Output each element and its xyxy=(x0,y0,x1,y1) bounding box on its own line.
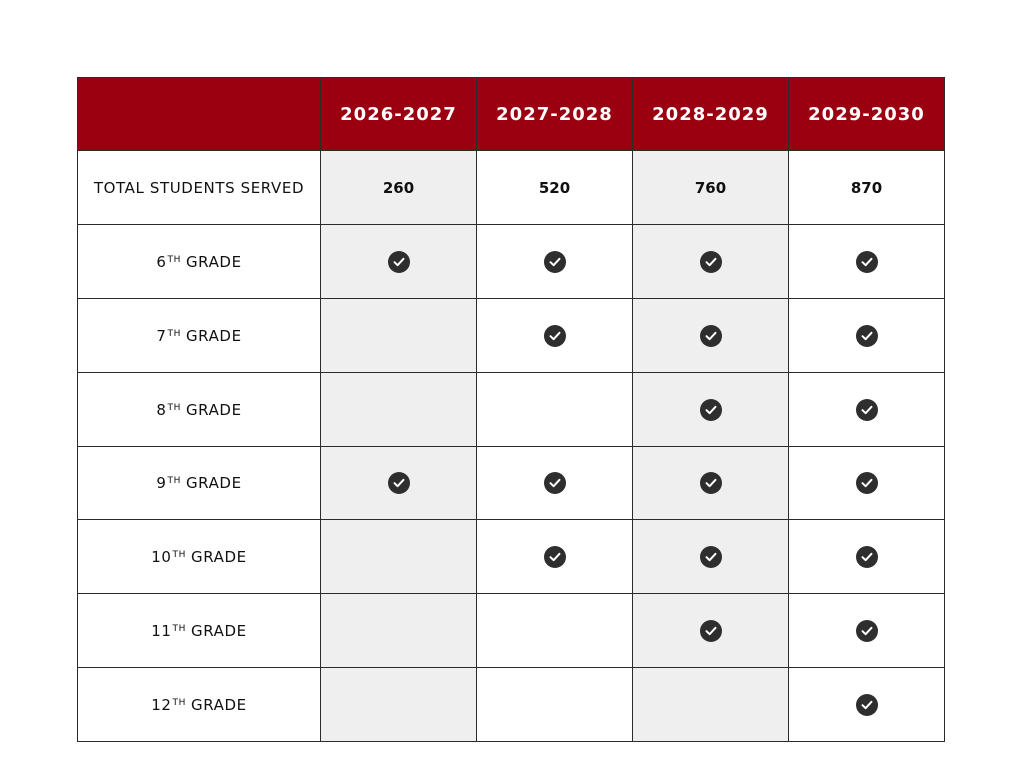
grade-year-cell xyxy=(477,373,633,447)
grade-word: GRADE xyxy=(191,695,247,714)
check-circle-icon xyxy=(700,472,722,494)
grade-word: GRADE xyxy=(191,621,247,640)
grade-number: 12 xyxy=(151,695,172,714)
total-value-4: 870 xyxy=(789,151,945,225)
grade-ordinal-suffix: TH xyxy=(167,328,181,339)
total-value-2: 520 xyxy=(477,151,633,225)
grade-word: GRADE xyxy=(185,252,242,271)
check-circle-icon xyxy=(700,546,722,568)
grade-year-cell xyxy=(321,299,477,373)
grade-number: 6 xyxy=(156,252,167,271)
grade-year-cell xyxy=(321,520,477,594)
grade-ordinal-suffix: TH xyxy=(167,476,181,486)
grade-label xyxy=(77,668,321,742)
check-circle-icon xyxy=(544,325,566,347)
header-year-2: 2027-2028 xyxy=(477,77,633,151)
grade-year-cell xyxy=(321,373,477,447)
check-circle-icon xyxy=(700,251,722,273)
header-year-3: 2028-2029 xyxy=(633,77,789,151)
grade-label xyxy=(77,447,321,520)
grade-year-cell xyxy=(789,373,945,447)
grade-label xyxy=(77,225,321,299)
check-circle-icon xyxy=(700,399,722,421)
check-circle-icon xyxy=(388,251,410,273)
grade-number: 8 xyxy=(156,400,167,419)
grade-year-cell xyxy=(633,299,789,373)
grade-number: 10 xyxy=(151,547,172,566)
grade-year-cell xyxy=(477,225,633,299)
grade-year-cell xyxy=(789,225,945,299)
grade-year-cell xyxy=(321,447,477,520)
grade-number: 9 xyxy=(156,474,167,492)
check-circle-icon xyxy=(700,325,722,347)
grade-word: GRADE xyxy=(185,474,242,492)
grade-word: GRADE xyxy=(185,400,242,419)
header-year-4: 2029-2030 xyxy=(789,77,945,151)
grade-label xyxy=(77,594,321,668)
grade-label xyxy=(77,520,321,594)
check-circle-icon xyxy=(388,472,410,494)
enrollment-table xyxy=(77,77,945,741)
grade-year-cell xyxy=(789,594,945,668)
grade-year-cell xyxy=(789,447,945,520)
grade-label xyxy=(77,299,321,373)
grade-year-cell xyxy=(321,668,477,742)
grade-year-cell xyxy=(477,594,633,668)
grade-year-cell xyxy=(477,299,633,373)
grade-year-cell xyxy=(633,447,789,520)
check-circle-icon xyxy=(544,546,566,568)
grade-word: GRADE xyxy=(191,547,247,566)
check-circle-icon xyxy=(544,251,566,273)
grade-year-cell xyxy=(633,373,789,447)
grade-year-cell xyxy=(789,520,945,594)
grade-year-cell xyxy=(633,594,789,668)
grade-year-cell xyxy=(477,447,633,520)
grade-year-cell xyxy=(321,594,477,668)
grade-year-cell xyxy=(633,668,789,742)
check-circle-icon xyxy=(544,472,566,494)
grade-year-cell xyxy=(789,299,945,373)
check-circle-icon xyxy=(856,694,878,716)
check-circle-icon xyxy=(856,251,878,273)
grade-ordinal-suffix: TH xyxy=(167,402,181,413)
total-students-label: TOTAL STUDENTS SERVED xyxy=(77,151,321,225)
total-value-1: 260 xyxy=(321,151,477,225)
grade-year-cell xyxy=(321,225,477,299)
header-year-1: 2026-2027 xyxy=(321,77,477,151)
grade-year-cell xyxy=(633,520,789,594)
grade-year-cell xyxy=(477,520,633,594)
check-circle-icon xyxy=(856,620,878,642)
total-value-3: 760 xyxy=(633,151,789,225)
grade-ordinal-suffix: TH xyxy=(172,697,187,708)
check-circle-icon xyxy=(856,472,878,494)
grade-word: GRADE xyxy=(185,326,242,345)
grade-year-cell xyxy=(477,668,633,742)
grade-ordinal-suffix: TH xyxy=(172,549,187,560)
grade-ordinal-suffix: TH xyxy=(167,254,181,265)
grade-number: 7 xyxy=(156,326,167,345)
grade-number: 11 xyxy=(151,621,172,640)
check-circle-icon xyxy=(856,546,878,568)
grade-label xyxy=(77,373,321,447)
grade-year-cell xyxy=(789,668,945,742)
grade-ordinal-suffix: TH xyxy=(172,623,187,634)
check-circle-icon xyxy=(856,325,878,347)
check-circle-icon xyxy=(700,620,722,642)
header-corner-cell xyxy=(77,77,321,151)
check-circle-icon xyxy=(856,399,878,421)
grade-year-cell xyxy=(633,225,789,299)
